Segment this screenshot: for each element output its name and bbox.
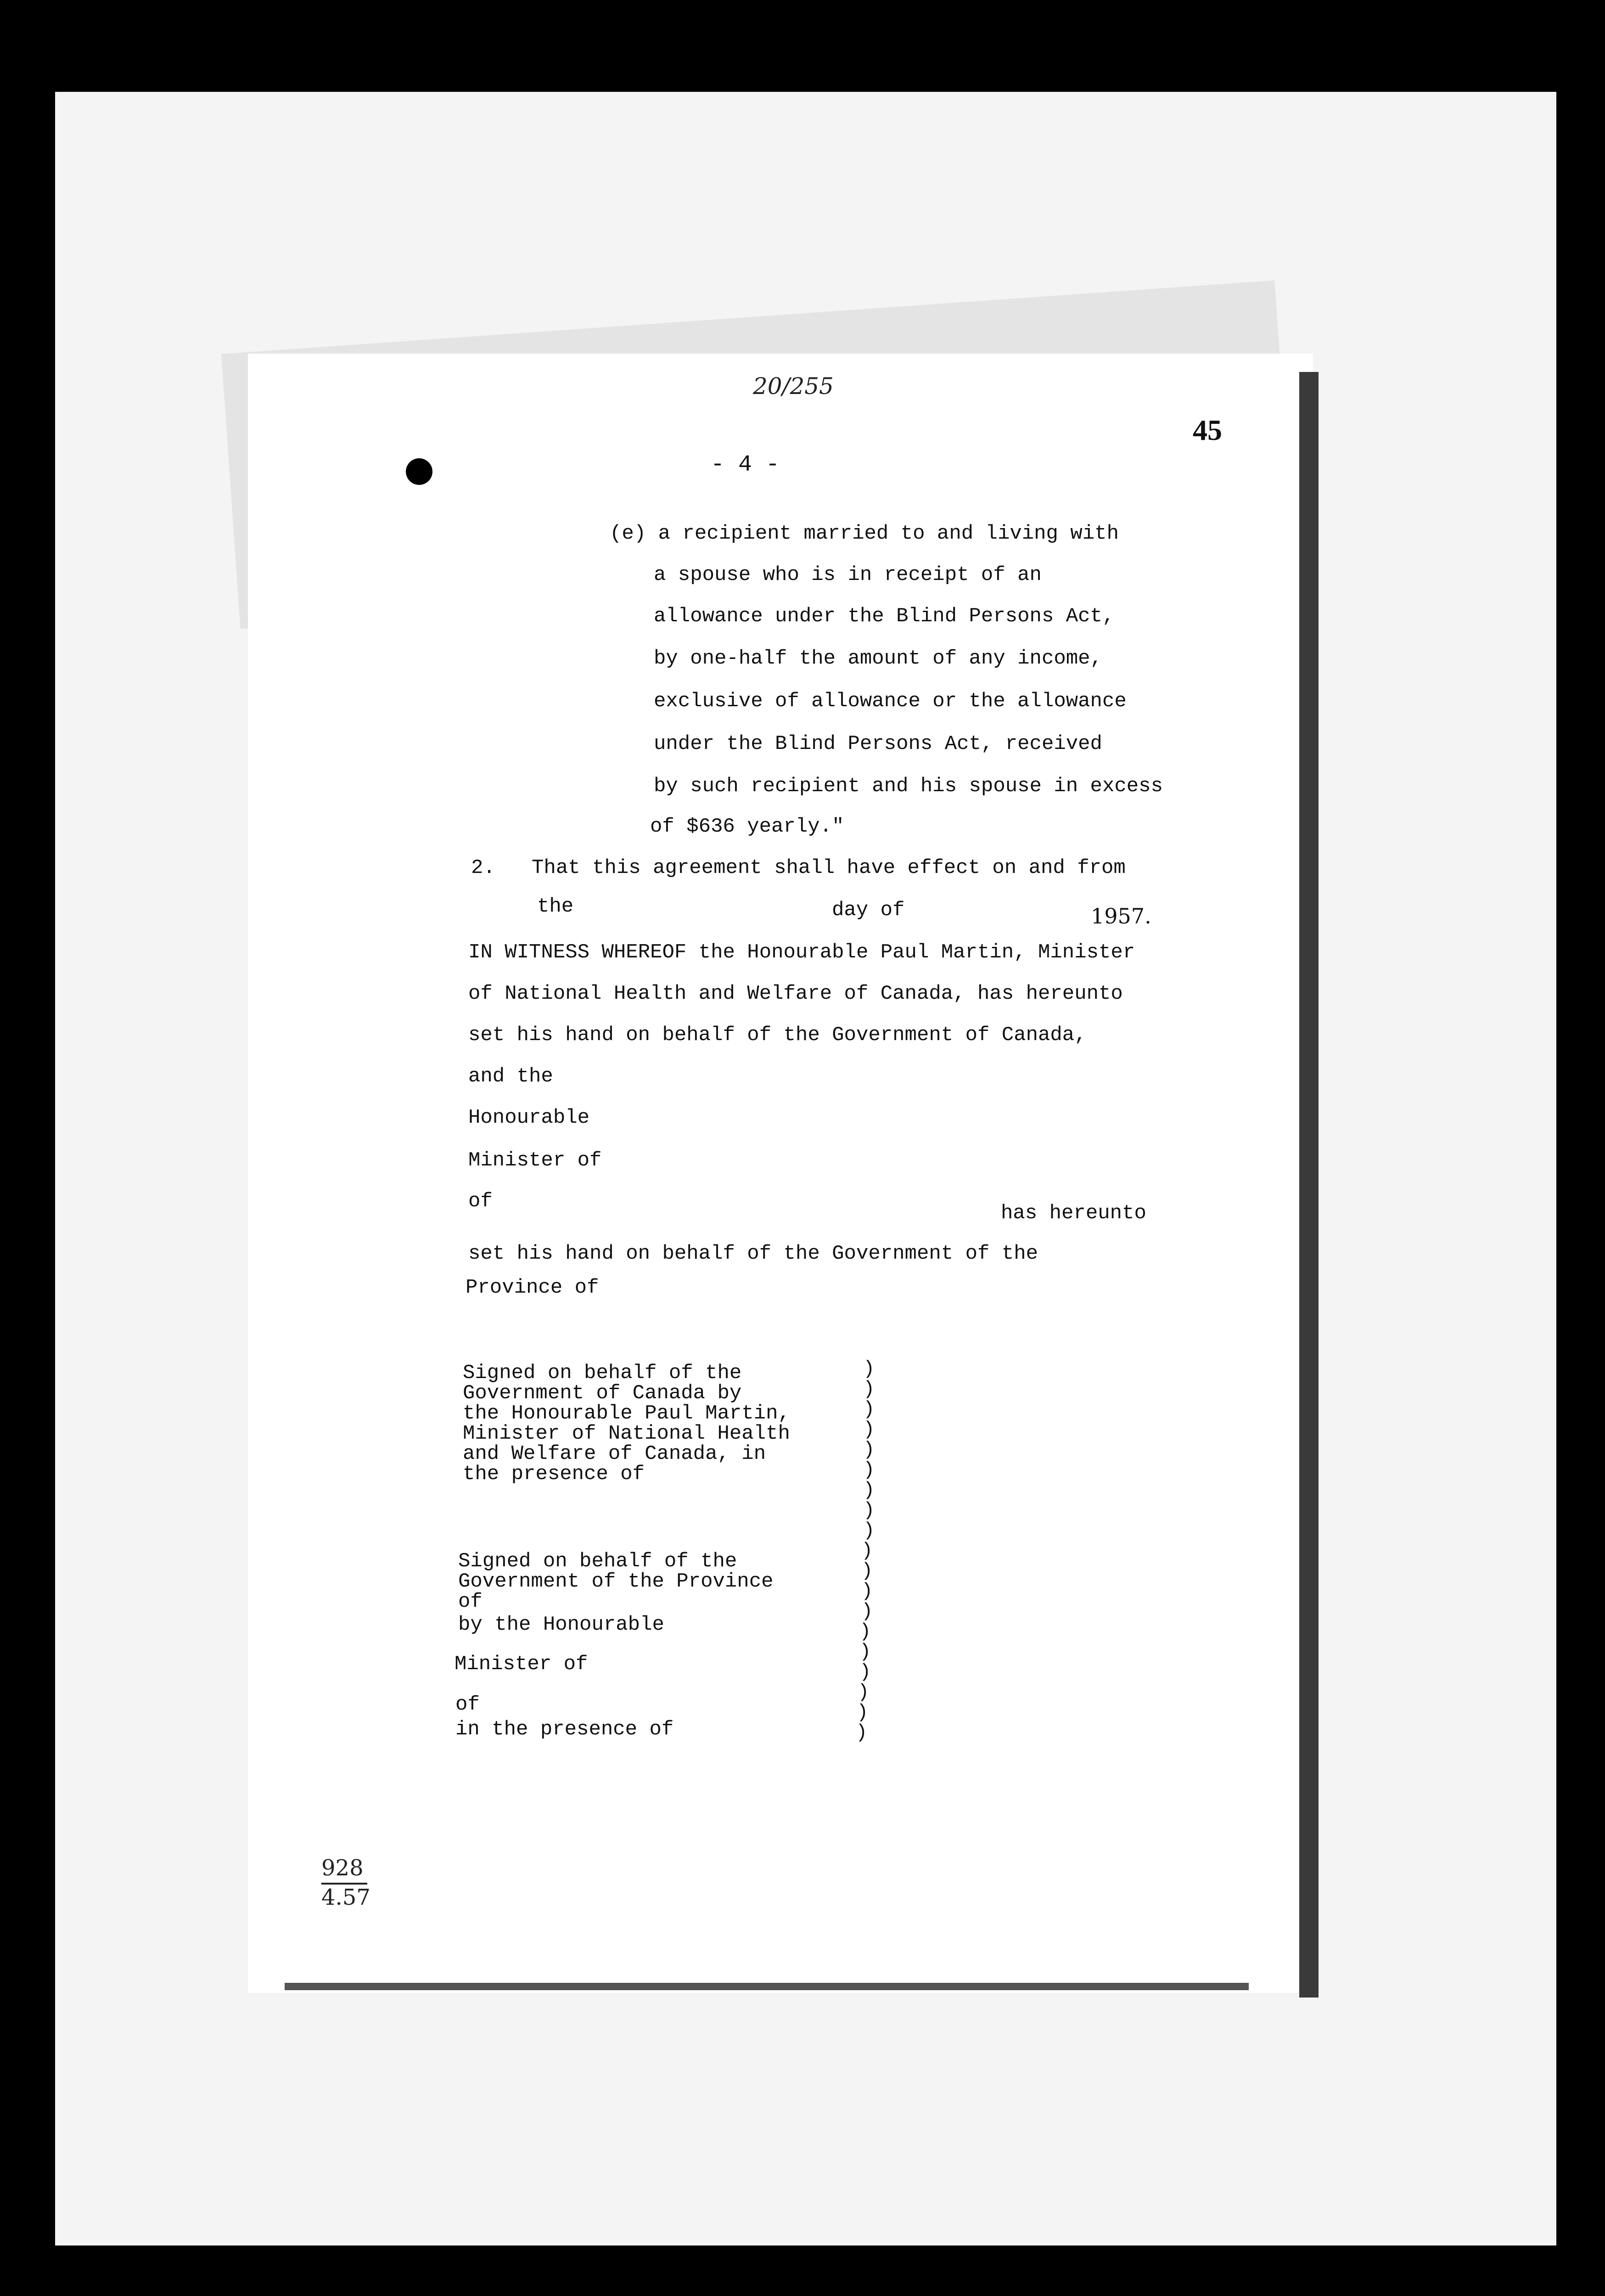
punch-hole [406,458,432,485]
clause-2-year: 1957. [1091,904,1151,929]
clause-e-line: of $636 yearly." [650,815,844,838]
signature-canada-line: and Welfare of Canada, in [463,1442,766,1465]
form-code-bottom: 4.57 [321,1885,370,1910]
page-shadow-right [1299,372,1319,1998]
signature-canada-line: Minister of National Health [463,1422,790,1445]
page-marker: - 4 - [711,452,780,478]
witness-line: has hereunto [1001,1202,1146,1225]
form-code-top: 928 [321,1855,364,1881]
clause-2-the: the [537,895,574,918]
clause-e-line: (e) a recipient married to and living with [610,522,1119,545]
witness-line: Honourable [468,1106,590,1129]
clause-2-day-of: day of [832,899,905,922]
signature-canada-line: Signed on behalf of the [463,1362,742,1384]
clause-e-line: allowance under the Blind Persons Act, [654,605,1115,628]
handwritten-reference: 20/255 [753,373,834,400]
witness-line: Province of [466,1276,599,1299]
clause-2-line: 2. That this agreement shall have effect on and from [471,856,1126,879]
signature-canada-line: the presence of [463,1463,645,1486]
signature-province-line: Signed on behalf of the [458,1550,737,1573]
signature-province-of: of [455,1693,480,1716]
signature-province-minister: Minister of [455,1653,588,1676]
signature-province-line: by the Honourable [458,1613,664,1636]
signature-province-presence: in the presence of [455,1718,674,1741]
clause-e-line: exclusive of allowance or the allowance [654,690,1127,713]
signature-canada-line: Government of Canada by [463,1382,742,1405]
document-page [248,354,1313,1993]
witness-line: set his hand on behalf of the Government of the [468,1242,1038,1265]
witness-line: Minister of [468,1149,602,1172]
witness-line: and the [468,1065,553,1088]
signature-province-line: Government of the Province [458,1570,774,1593]
clause-e-line: by such recipient and his spouse in excess [654,775,1163,798]
signature-canada-line: the Honourable Paul Martin, [463,1402,790,1425]
witness-line: set his hand on behalf of the Government of Canada, [468,1024,1087,1047]
clause-e-line: by one-half the amount of any income, [654,647,1102,670]
clause-e-line: a spouse who is in receipt of an [654,563,1042,586]
signature-province-line: of [458,1590,483,1613]
page-number: 45 [1193,414,1222,446]
page-shadow-bottom [285,1983,1249,1990]
witness-line: of [468,1190,493,1213]
witness-line: of National Health and Welfare of Canada, has hereunto [468,982,1123,1005]
clause-e-line: under the Blind Persons Act, received [654,732,1102,755]
witness-line: IN WITNESS WHEREOF the Honourable Paul Martin, Minister [468,941,1135,964]
